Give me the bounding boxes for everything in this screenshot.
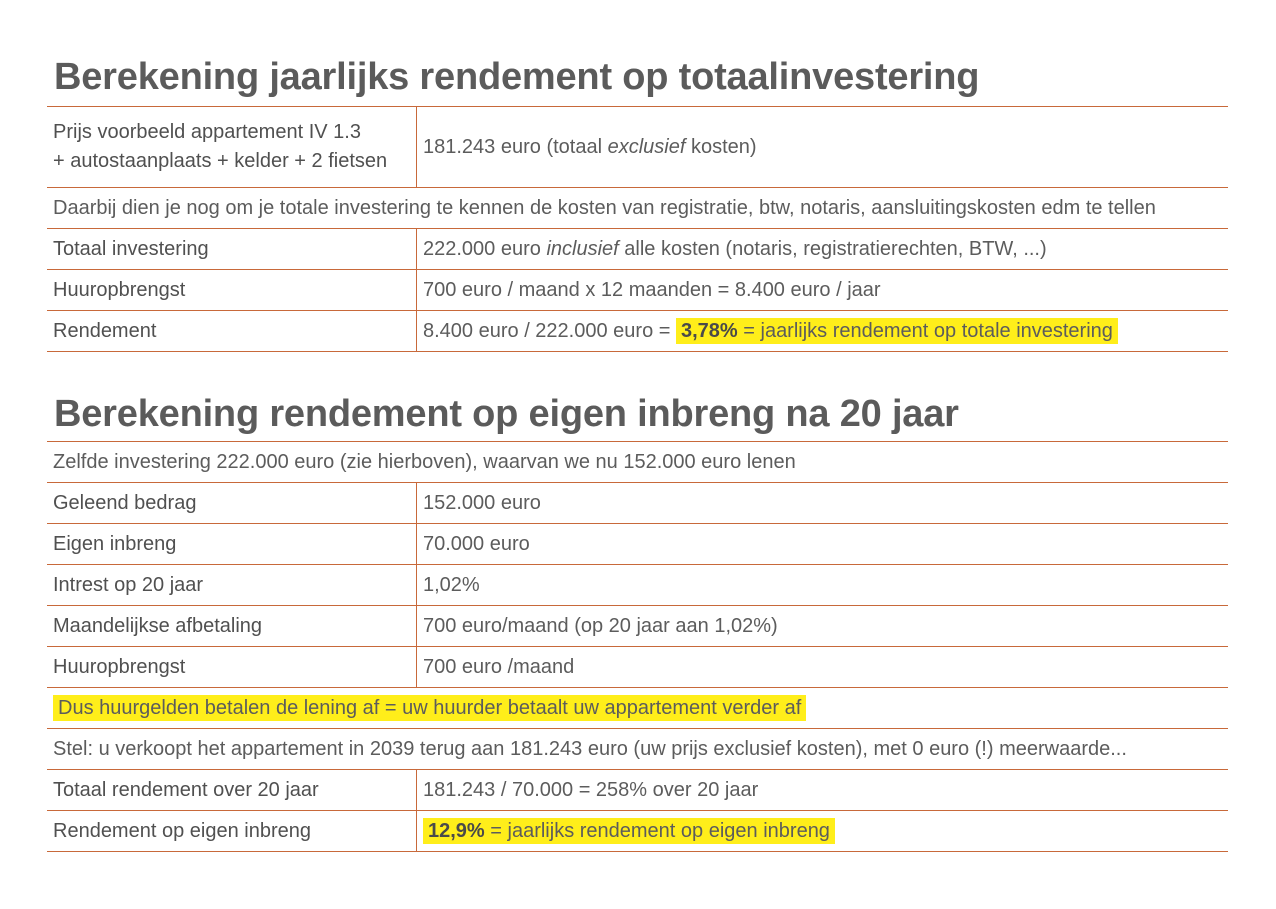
own-return-highlight [423,818,835,844]
rent-income-value: 700 euro /maand [417,647,1229,688]
rent-income-label: Huuropbrengst [47,647,417,688]
price-value-text: 181.243 euro (totaal [423,135,608,158]
scenario-text: Stel: u verkoopt het appartement in 2039 terug aan 181.243 euro (uw prijs exclusief kosten), met 0 euro (!) meerwaarde... [47,729,1228,770]
price-value [417,107,1229,188]
price-label [47,107,417,188]
table-row [47,606,1228,647]
own-contribution-label: Eigen inbreng [47,524,417,565]
table-row [47,688,1228,729]
rent-label: Huuropbrengst [47,270,417,311]
table-row [47,270,1228,311]
own-return-label: Rendement op eigen inbreng [47,811,417,852]
price-label-line1: Prijs voorbeeld appartement IV 1.3 [53,121,361,143]
highlight-note-cell [47,688,1228,729]
yield-value-text: 8.400 euro / 222.000 euro = [423,319,676,342]
yield-highlight-text: = jaarlijks rendement op totale investering [737,319,1113,342]
total-value-suffix: alle kosten (notaris, registratierechten, BTW, ...) [618,237,1047,260]
table-row [47,229,1228,270]
yield-highlight [676,318,1118,344]
interest-value: 1,02% [417,565,1229,606]
monthly-payment-label: Maandelijkse afbetaling [47,606,417,647]
price-value-italic: exclusief [607,135,686,158]
total-return-value: 181.243 / 70.000 = 258% over 20 jaar [417,770,1229,811]
own-return-highlight-text: = jaarlijks rendement op eigen inbreng [484,819,830,842]
intro-text: Zelfde investering 222.000 euro (zie hierboven), waarvan we nu 152.000 euro lenen [47,442,1228,483]
own-contribution-table [47,441,1228,852]
own-return-percentage: 12,9% [428,819,485,842]
total-value-text: 222.000 euro [423,237,547,260]
table-row [47,483,1228,524]
rent-value: 700 euro / maand x 12 maanden = 8.400 euro / jaar [417,270,1229,311]
loan-amount-label: Geleend bedrag [47,483,417,524]
total-value-italic: inclusief [546,237,619,260]
cost-note: Daarbij dien je nog om je totale investering te kennen de kosten van registratie, btw, notaris, aansluitingskosten edm te tellen [47,188,1228,229]
yield-label: Rendement [47,311,417,352]
yield-value [417,311,1229,352]
table-row [47,565,1228,606]
total-investment-label: Totaal investering [47,229,417,270]
table-row [47,107,1228,188]
monthly-payment-value: 700 euro/maand (op 20 jaar aan 1,02%) [417,606,1229,647]
table-row [47,770,1228,811]
section-title: Berekening rendement op eigen inbreng na 20 jaar [54,393,959,435]
table-row [47,811,1228,852]
section-annual-return [47,54,1228,352]
section-title: Berekening jaarlijks rendement op totaalinvestering [54,56,980,98]
table-row [47,647,1228,688]
table-row [47,311,1228,352]
table-row [47,729,1228,770]
section-own-contribution [47,391,1228,852]
price-label-line2: + autostaanplaats + kelder + 2 fietsen [53,150,388,172]
annual-return-table [47,106,1228,352]
interest-label: Intrest op 20 jaar [47,565,417,606]
total-return-label: Totaal rendement over 20 jaar [47,770,417,811]
total-investment-value [417,229,1229,270]
loan-amount-value: 152.000 euro [417,483,1229,524]
table-row [47,442,1228,483]
table-row [47,524,1228,565]
highlight-note: Dus huurgelden betalen de lening af = uw huurder betaalt uw appartement verder af [53,695,806,721]
own-contribution-value: 70.000 euro [417,524,1229,565]
price-value-suffix: kosten) [685,135,757,158]
yield-percentage: 3,78% [680,319,738,342]
table-row [47,188,1228,229]
own-return-value [417,811,1229,852]
